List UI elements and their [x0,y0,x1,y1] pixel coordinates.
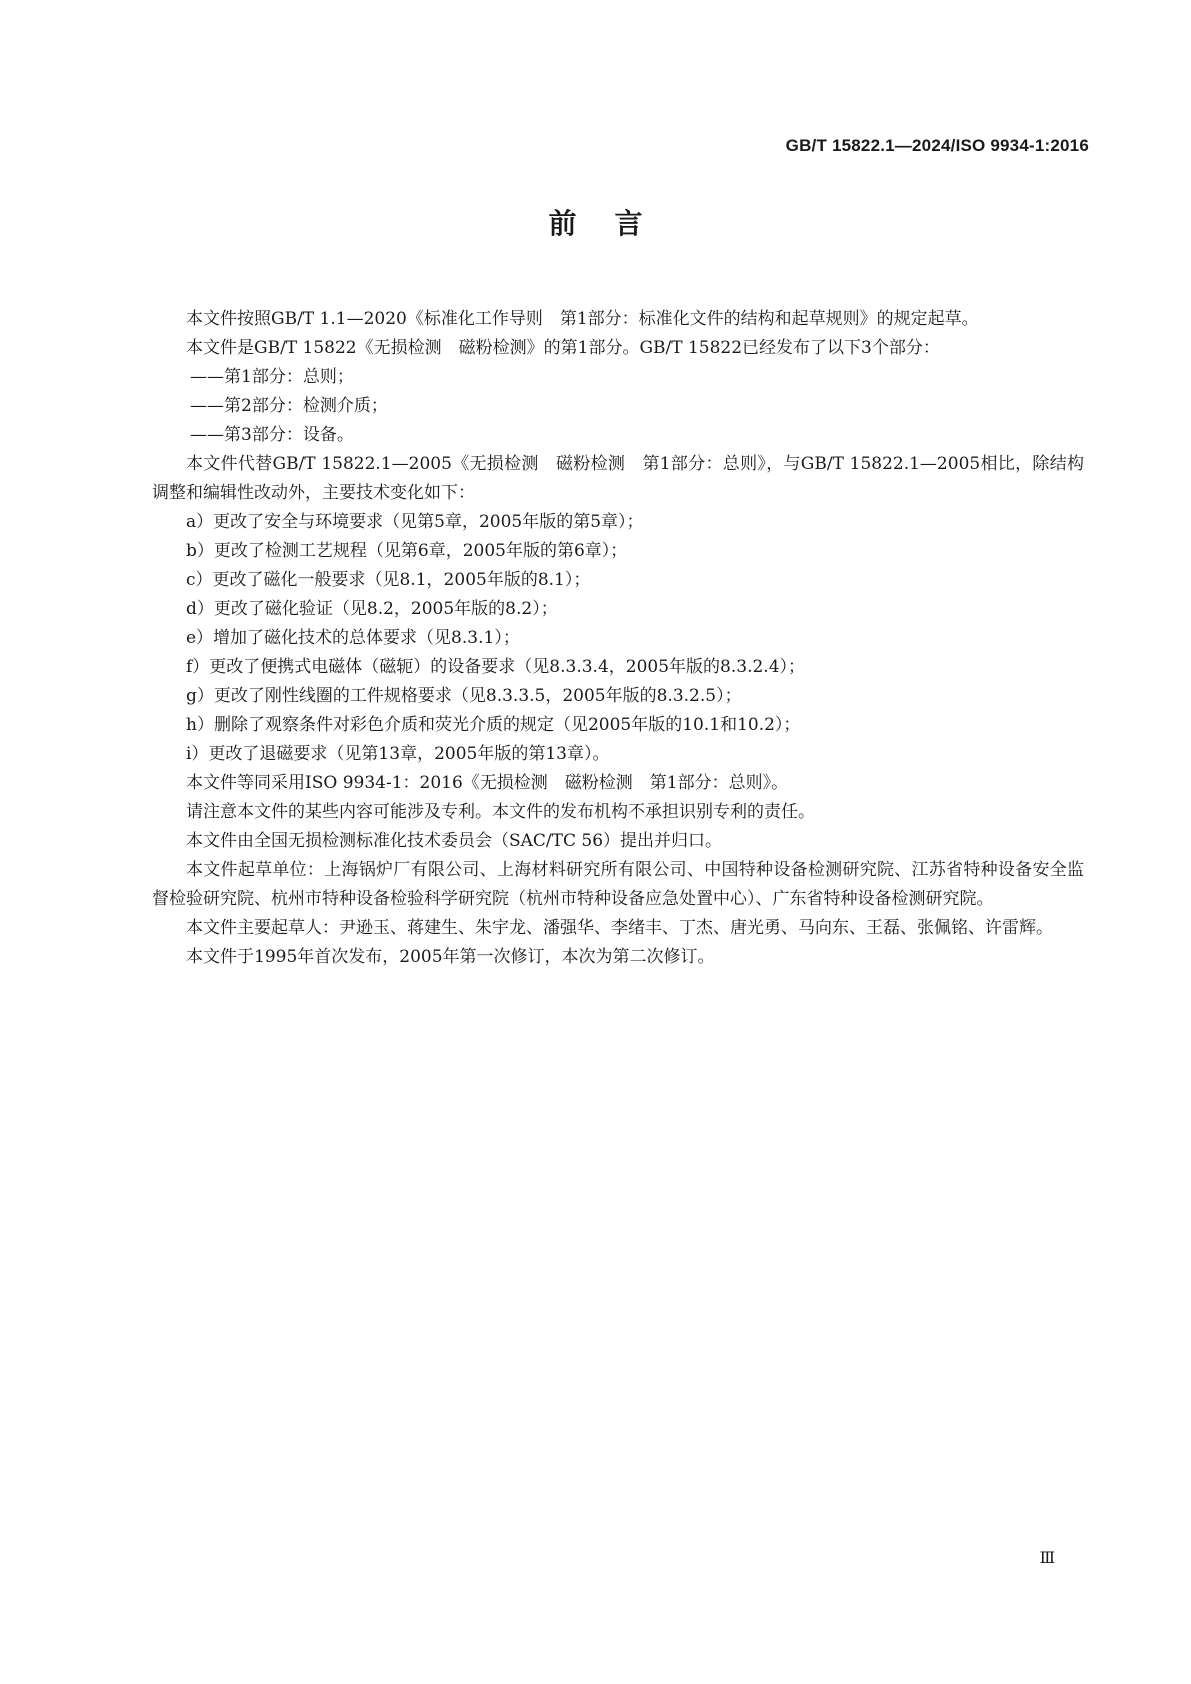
intro-paragraph: 本文件按照GB/T 1.1—2020《标准化工作导则 第1部分：标准化文件的结构和起草规则》的规定起草。 [186,309,979,329]
closing-paragraph: 本文件由全国无损检测标准化技术委员会（SAC/TC 56）提出并归口。 [186,831,723,851]
change-item: e）增加了磁化技术的总体要求（见8.3.1）； [186,628,520,648]
closing-paragraph: 本文件等同采用ISO 9934-1：2016《无损检测 磁粉检测 第1部分：总则》。 [186,773,789,793]
intro-paragraph: 本文件是GB/T 15822《无损检测 磁粉检测》的第1部分。GB/T 15822已经发布了以下3个部分： [186,338,940,358]
page-title: 前言 [548,207,681,240]
closing-paragraph: 本文件起草单位：上海锅炉厂有限公司、上海材料研究所有限公司、中国特种设备检测研究院、江苏省特种设备安全监督检验研究院、杭州市特种设备检验科学研究院（杭州市特种设备应急处置中心）、广东省特种设备检测研究院。 [152,860,1084,909]
closing-paragraph: 请注意本文件的某些内容可能涉及专利。本文件的发布机构不承担识别专利的责任。 [186,802,815,822]
change-item: h）删除了观察条件对彩色介质和荧光介质的规定（见2005年版的10.1和10.2）； [186,715,801,735]
change-item: b）更改了检测工艺规程（见第6章，2005年版的第6章）； [186,541,628,561]
change-item: d）更改了磁化验证（见8.2，2005年版的8.2）； [186,599,558,619]
closing-paragraph: 本文件于1995年首次发布，2005年第一次修订，本次为第二次修订。 [186,947,715,967]
page-number: Ⅲ [1039,1548,1055,1567]
change-item: i）更改了退磁要求（见第13章，2005年版的第13章）。 [186,744,610,764]
change-item: c）更改了磁化一般要求（见8.1，2005年版的8.1）； [186,570,591,590]
standard-code: GB/T 15822.1—2024/ISO 9934-1:2016 [785,136,1089,155]
replacement-paragraph: 本文件代替GB/T 15822.1—2005《无损检测 磁粉检测 第1部分：总则》，与GB/T 15822.1—2005相比，除结构调整和编辑性改动外，主要技术变化如下： [152,454,1084,503]
change-item: g）更改了刚性线圈的工件规格要求（见8.3.3.5，2005年版的8.3.2.5）； [186,686,742,706]
change-item: f）更改了便携式电磁体（磁轭）的设备要求（见8.3.3.4，2005年版的8.3.2.4）； [186,657,806,677]
part-item: ——第2部分：检测介质； [190,396,388,416]
part-item: ——第1部分：总则； [190,367,354,387]
part-item: ——第3部分：设备。 [190,425,354,445]
document-body [152,305,1084,972]
closing-paragraph: 本文件主要起草人：尹逊玉、蒋建生、朱宇龙、潘强华、李绪丰、丁杰、唐光勇、马向东、王磊、张佩铭、许雷辉。 [186,918,1053,938]
change-item: a）更改了安全与环境要求（见第5章，2005年版的第5章）； [186,512,644,532]
